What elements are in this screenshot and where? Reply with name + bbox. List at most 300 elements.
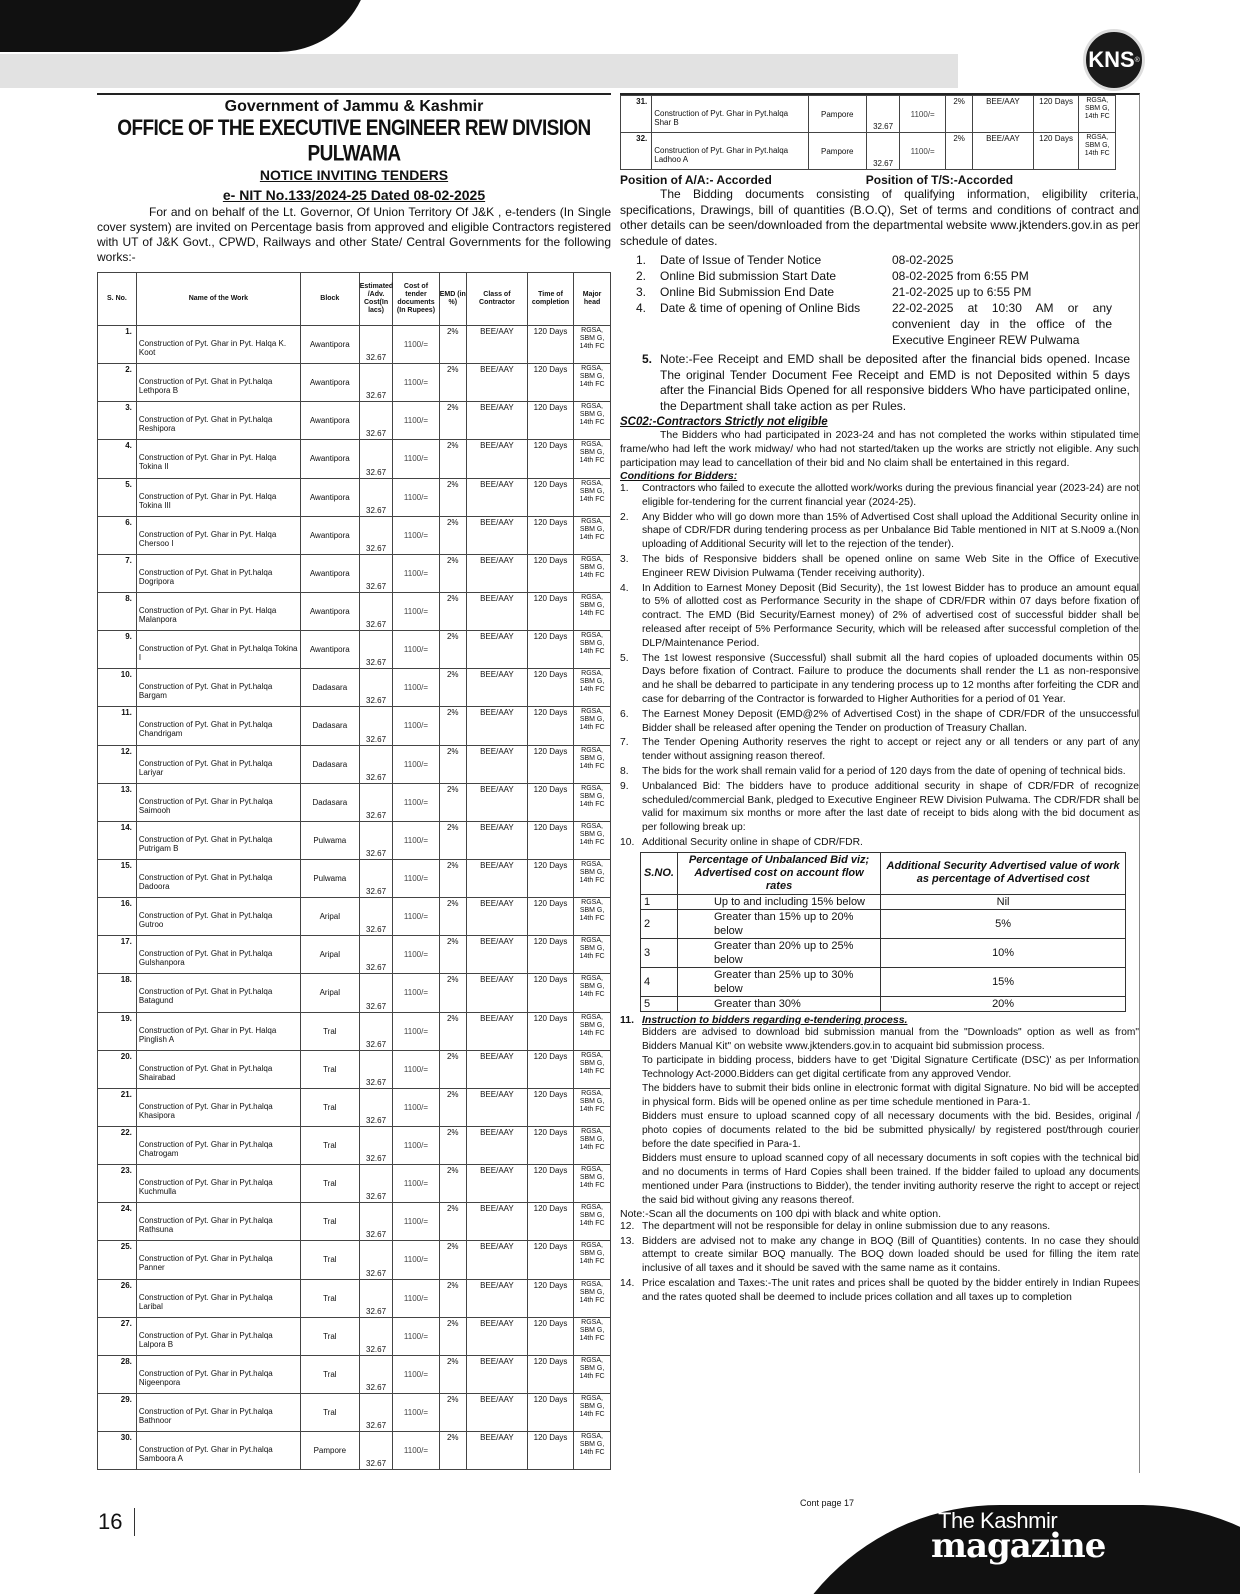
major-head-cell: RGSA, SBM G, 14th FC [1079,96,1116,133]
serial-cell: 14. [98,821,137,859]
final-list [620,1220,1139,1305]
work-name-cell: Construction of Pyt. Ghar in Pyt.halqa Ladhoo A [652,133,808,170]
condition-item [620,652,1139,707]
major-head-cell: RGSA, SBM G, 14th FC [574,1203,611,1241]
table-row [98,1012,611,1050]
table-row [98,1432,611,1470]
serial-cell: 5. [98,478,137,516]
serial-cell: 29. [98,1393,137,1431]
work-name-cell: Construction of Pyt. Ghat in Pyt.halqa Lethpora B [136,364,300,402]
work-name-cell: Construction of Pyt. Ghat in Pyt.halqa Chandrigam [136,707,300,745]
emd-cell: 2% [439,669,466,707]
block-cell: Pampore [808,96,866,133]
estimate-cell: 32.67 [359,1432,393,1470]
time-cell: 120 Days [527,936,573,974]
table-row [98,554,611,592]
doc-cost-cell: 1100/= [393,745,439,783]
security-cell: Greater than 20% up to 25% below [677,938,880,967]
security-cell: Greater than 30% [677,996,880,1011]
final-item-number: 14. [620,1277,635,1289]
estimate-cell: 32.67 [359,592,393,630]
block-cell: Pulwama [300,859,359,897]
class-cell: BEE/AAY [466,326,527,364]
time-cell: 120 Days [527,1126,573,1164]
serial-cell: 28. [98,1355,137,1393]
security-row [641,938,1126,967]
table-row [98,1203,611,1241]
office-title: OFFICE OF THE EXECUTIVE ENGINEER REW DIVISION PULWAMA [117,116,591,167]
table-row [98,516,611,554]
date-item [620,252,1139,268]
estimate-cell: 32.67 [359,936,393,974]
condition-item-number: 5. [620,652,629,664]
class-cell: BEE/AAY [466,402,527,440]
estimate-cell: 32.67 [359,859,393,897]
work-name-cell: Construction of Pyt. Ghar in Pyt.halqa Nigeenpora [136,1355,300,1393]
work-name-cell: Construction of Pyt. Ghar in Pyt.halqa Chatrogam [136,1126,300,1164]
doc-cost-cell: 1100/= [393,364,439,402]
major-head-cell: RGSA, SBM G, 14th FC [574,783,611,821]
class-cell: BEE/AAY [466,478,527,516]
emd-cell: 2% [439,631,466,669]
class-cell: BEE/AAY [466,1088,527,1126]
condition-item [620,836,1139,850]
table-row [98,707,611,745]
serial-cell: 21. [98,1088,137,1126]
emd-cell: 2% [439,1432,466,1470]
condition-item-text: Any Bidder who will go down more than 15% of Advertised Cost shall upload the Additional Security online in shape of CDR/FDR during tendering process as per Unbalance Bid Table mentioned in NIT at S.No09 a.(Non uploading of Additional Security will let to the rejection of the tender). [642,511,1140,551]
serial-cell: 1. [98,326,137,364]
security-cell: 5% [881,909,1126,938]
doc-cost-cell: 1100/= [393,821,439,859]
estimate-cell: 32.67 [359,1393,393,1431]
table-row [98,631,611,669]
condition-item-number: 9. [620,780,629,792]
time-cell: 120 Days [527,1317,573,1355]
class-cell: BEE/AAY [466,1432,527,1470]
doc-cost-cell: 1100/= [393,440,439,478]
emd-cell: 2% [439,592,466,630]
doc-cost-cell: 1100/= [393,402,439,440]
work-name-cell: Construction of Pyt. Ghar in Pyt.halqa Rathsuna [136,1203,300,1241]
block-cell: Aripal [300,936,359,974]
condition-item-text: Unbalanced Bid: The bidders have to produce additional security in shape of CDR/FDR of recognize scheduled/commercial Bank, pledged to Executive Engineer REW Division Pulwama. The CDR/FDR shall be valid for maximum six months or more after the last date of receipt to bids along with the bid document as per following break up: [642,780,1139,834]
time-cell: 120 Days [527,1203,573,1241]
emd-cell: 2% [439,1317,466,1355]
final-item [620,1220,1139,1234]
emd-cell: 2% [439,1241,466,1279]
estimate-cell: 32.67 [359,1012,393,1050]
class-cell: BEE/AAY [466,1165,527,1203]
condition-item-text: In Addition to Earnest Money Deposit (Bid Security), the 1st lowest Bidder has to produce an amount equal to 5% of allotted cost as Performance Security in the shape of CDR/FDR within 07 days before fixation of contract. The EMD (Bid Security/Earnest money) of 2% of advertised cost of successful bidder shall be released after receipt of 5% Performance Security, which will be released after successful completion of the DLP/Maintenance Period. [642,582,1139,649]
work-name-cell: Construction of Pyt. Ghat in Pyt.halqa Batagund [136,974,300,1012]
serial-cell: 2. [98,364,137,402]
block-cell: Awantipora [300,592,359,630]
emd-cell: 2% [439,1050,466,1088]
date-schedule [620,252,1139,348]
block-cell: Tral [300,1088,359,1126]
table-row [98,783,611,821]
emd-cell: 2% [439,859,466,897]
security-header: S.NO. [641,852,678,894]
final-item-text: The department will not be responsible for delay in online submission due to any reasons. [642,1220,1051,1232]
time-cell: 120 Days [527,783,573,821]
work-name-cell: Construction of Pyt. Ghar in Pyt.halqa Panner [136,1241,300,1279]
table-row [98,821,611,859]
class-cell: BEE/AAY [466,1393,527,1431]
serial-cell: 3. [98,402,137,440]
date-number: 4. [635,301,646,315]
major-head-cell: RGSA, SBM G, 14th FC [574,1279,611,1317]
emd-cell: 2% [439,936,466,974]
condition-item-text: The 1st lowest responsive (Successful) shall submit all the hard copies of uploaded documents within 05 Days before fixation of Contract. Failure to produce the documents shall render the L1 as non-responsive and he shall be debarred to participate in any tendering process up to 12 months after forfeiting the CDR and case for debarring of the Contractor is forwarded to Higher Authorities for a period of 01 Year. [642,652,1139,705]
instruction-paragraphs [620,1026,1139,1208]
doc-cost-cell: 1100/= [393,859,439,897]
table-row [621,133,1116,170]
major-head-cell: RGSA, SBM G, 14th FC [574,554,611,592]
block-cell: Aripal [300,898,359,936]
block-cell: Awantipora [300,516,359,554]
estimate-cell: 32.67 [359,1241,393,1279]
instruction-paragraph: The bidders have to submit their bids online in electronic format with digital Signature. No bid will be accepted in physical form. Bids will be opened online as per time schedule mentioned in Para-1. [642,1082,1139,1108]
table-row [98,936,611,974]
work-name-cell: Construction of Pyt. Ghat in Pyt.halqa Dadoora [136,859,300,897]
block-cell: Pampore [808,133,866,170]
emd-cell: 2% [439,707,466,745]
time-cell: 120 Days [527,1241,573,1279]
scan-note: Note:-Scan all the documents on 100 dpi with black and white option. [620,1207,942,1220]
emd-cell: 2% [439,974,466,1012]
emd-cell: 2% [439,516,466,554]
column-header: Major head [574,273,611,326]
emd-cell: 2% [439,1126,466,1164]
table-row [98,669,611,707]
emd-cell: 2% [439,326,466,364]
table-row [98,1241,611,1279]
major-head-cell: RGSA, SBM G, 14th FC [574,1165,611,1203]
major-head-cell: RGSA, SBM G, 14th FC [574,1050,611,1088]
class-cell: BEE/AAY [466,707,527,745]
work-name-cell: Construction of Pyt. Ghar in Pyt.halqa Lalpora B [136,1317,300,1355]
doc-cost-cell: 1100/= [393,1165,439,1203]
continued-note: Cont page 17 [800,1498,855,1508]
nit-number: e- NIT No.133/2024-25 Dated 08-02-2025 [222,187,486,203]
major-head-cell: RGSA, SBM G, 14th FC [574,859,611,897]
emd-cell: 2% [439,364,466,402]
condition-item [620,482,1139,510]
work-name-cell: Construction of Pyt. Ghar in Pyt.halqa Laribal [136,1279,300,1317]
class-cell: BEE/AAY [466,1126,527,1164]
position-aa: Position of A/A:- Accorded [620,173,772,187]
table-row [98,592,611,630]
block-cell: Awantipora [300,478,359,516]
serial-cell: 16. [98,898,137,936]
time-cell: 120 Days [1033,133,1079,170]
emd-cell: 2% [946,96,973,133]
table-row [98,402,611,440]
class-cell: BEE/AAY [466,1050,527,1088]
time-cell: 120 Days [527,1393,573,1431]
emd-cell: 2% [439,440,466,478]
emd-cell: 2% [439,554,466,592]
major-head-cell: RGSA, SBM G, 14th FC [574,1432,611,1470]
time-cell: 120 Days [527,707,573,745]
column-header: Estimated /Adv. Cost(In lacs) [359,273,393,326]
date-item [620,284,1139,300]
date-label: Online Bid submission Start Date [660,269,837,283]
security-cell: 2 [641,909,678,938]
time-cell: 120 Days [527,1279,573,1317]
date-value: 08-02-2025 [892,253,954,267]
estimate-cell: 32.67 [359,516,393,554]
work-name-cell: Construction of Pyt. Ghar in Pyt. Halqa Malanpora [136,592,300,630]
time-cell: 120 Days [527,1088,573,1126]
works-table-continued [620,95,1116,170]
estimate-cell: 32.67 [359,326,393,364]
condition-item-text: The Tender Opening Authority reserves the right to accept or reject any or all tenders or any part of any tender without assigning reason thereof. [642,737,1139,763]
work-name-cell: Construction of Pyt. Ghar in Pyt. Halqa K. Koot [136,326,300,364]
condition-item-text: Contractors who failed to execute the allotted work/works during the previous financial year (2023-24) are not eligible for-tendering for the current financial year (2024-25). [642,483,1139,508]
class-cell: BEE/AAY [466,974,527,1012]
class-cell: BEE/AAY [466,783,527,821]
class-cell: BEE/AAY [466,936,527,974]
instruction-number: 11. [620,1013,635,1026]
time-cell: 120 Days [527,402,573,440]
sc02-heading: SC02:-Contractors Strictly not eligible [620,416,828,428]
estimate-cell: 32.67 [359,1165,393,1203]
serial-cell: 10. [98,669,137,707]
class-cell: BEE/AAY [466,1317,527,1355]
table-row [98,440,611,478]
work-name-cell: Construction of Pyt. Ghar in Pyt.halqa Khasipora [136,1088,300,1126]
doc-cost-cell: 1100/= [393,669,439,707]
instruction-title: Instruction to bidders regarding e-tendering process. [642,1013,908,1026]
page-number: 16 [98,1509,123,1534]
table-row [98,1317,611,1355]
table-row [621,96,1116,133]
doc-cost-cell: 1100/= [393,974,439,1012]
class-cell: BEE/AAY [466,440,527,478]
class-cell: BEE/AAY [466,669,527,707]
emd-cell: 2% [946,133,973,170]
time-cell: 120 Days [527,821,573,859]
date-label: Online Bid Submission End Date [660,285,835,299]
block-cell: Dadasara [300,745,359,783]
estimate-cell: 32.67 [359,1203,393,1241]
condition-item [620,736,1139,764]
security-row [641,894,1126,909]
position-ts: Position of T/S:-Accorded [865,173,1014,187]
date-label: Date & time of opening of Online Bids [660,301,861,315]
instruction-paragraph: To participate in bidding process, bidders have to get 'Digital Signature Certificate (DSC)' as per Information Technology Act-2000.Bidders can get digital certificate from any approved Vendor. [642,1054,1139,1080]
serial-cell: 27. [98,1317,137,1355]
work-name-cell: Construction of Pyt. Ghat in Pyt.halqa Putrigam B [136,821,300,859]
column-header: Cost of tender documents (In Rupees) [393,273,439,326]
work-name-cell: Construction of Pyt. Ghat in Pyt.halqa Dogripora [136,554,300,592]
work-name-cell: Construction of Pyt. Ghar in Pyt.halqa Shar B [652,96,808,133]
serial-cell: 18. [98,974,137,1012]
condition-item-number: 4. [620,582,629,594]
estimate-cell: 32.67 [359,402,393,440]
block-cell: Tral [300,1317,359,1355]
condition-item-number: 7. [620,737,629,749]
major-head-cell: RGSA, SBM G, 14th FC [574,440,611,478]
note-5 [620,352,1139,414]
condition-item-number: 2. [620,511,629,523]
block-cell: Tral [300,1012,359,1050]
block-cell: Awantipora [300,440,359,478]
security-cell: 3 [641,938,678,967]
serial-cell: 13. [98,783,137,821]
block-cell: Dadasara [300,669,359,707]
class-cell: BEE/AAY [466,516,527,554]
works-table [97,272,611,1470]
serial-cell: 11. [98,707,137,745]
doc-cost-cell: 1100/= [393,516,439,554]
emd-cell: 2% [439,478,466,516]
estimate-cell: 32.67 [359,783,393,821]
major-head-cell: RGSA, SBM G, 14th FC [574,1355,611,1393]
major-head-cell: RGSA, SBM G, 14th FC [574,936,611,974]
time-cell: 120 Days [527,898,573,936]
doc-cost-cell: 1100/= [900,96,946,133]
doc-cost-cell: 1100/= [393,1317,439,1355]
work-name-cell: Construction of Pyt. Ghat in Pyt.halqa Gutroo [136,898,300,936]
emd-cell: 2% [439,1012,466,1050]
estimate-cell: 32.67 [866,133,899,170]
estimate-cell: 32.67 [866,96,899,133]
left-column [97,93,611,1473]
instruction-paragraph: Bidders are advised to download bid submission manual from the "Downloads" option as well as from" Bidders Manual Kit" on website www.jktenders.gov.in to acquaint bid submission process. [642,1026,1139,1052]
serial-cell: 32. [621,133,652,170]
condition-item-text: Additional Security online in shape of CDR/FDR. [642,836,863,848]
block-cell: Pulwama [300,821,359,859]
security-table [640,852,1126,1012]
estimate-cell: 32.67 [359,821,393,859]
class-cell: BEE/AAY [973,133,1033,170]
sc02-text: The Bidders who had participated in 2023-24 and has not completed the works within stipulated time frame/who had left the work midway/ who had not started/taken up the works are strictly not eligible. Any such participation may lead to cancellation of their bid and No claim shall be entertained in this regard. [620,429,1139,469]
doc-cost-cell: 1100/= [393,898,439,936]
time-cell: 120 Days [527,859,573,897]
column-header: EMD (in %) [439,273,466,326]
emd-cell: 2% [439,402,466,440]
work-name-cell: Construction of Pyt. Ghat in Pyt.halqa Gulshanpora [136,936,300,974]
security-cell: 10% [881,938,1126,967]
doc-cost-cell: 1100/= [393,592,439,630]
date-number: 2. [635,269,646,283]
condition-item-text: The bids of Responsive bidders shall be opened online on same Web Site in the Office of Executive Engineer REW Division Pulwama (Tender receiving authority). [642,553,1139,579]
condition-item [620,780,1139,835]
security-cell: 4 [641,967,678,996]
emd-cell: 2% [439,821,466,859]
final-item-number: 12. [620,1220,635,1232]
note-5-text: Note:-Fee Receipt and EMD shall be deposited after the financial bids opened. Incase The original Tender Document Fee Receipt and EMD is not Deposited within 5 days after the Financial Bids Opened for all responsive bidders Who have participated online, the Department shall take action as per Rules. [660,352,1130,413]
time-cell: 120 Days [527,745,573,783]
major-head-cell: RGSA, SBM G, 14th FC [574,631,611,669]
class-cell: BEE/AAY [466,821,527,859]
major-head-cell: RGSA, SBM G, 14th FC [574,1241,611,1279]
right-column [620,93,1140,1473]
block-cell: Awantipora [300,554,359,592]
major-head-cell: RGSA, SBM G, 14th FC [574,745,611,783]
serial-cell: 6. [98,516,137,554]
major-head-cell: RGSA, SBM G, 14th FC [574,707,611,745]
work-name-cell: Construction of Pyt. Ghar in Pyt. Halqa Pinglish A [136,1012,300,1050]
bidding-text: The Bidding documents consisting of qualifying information, eligibility criteria, specifications, Drawings, bill of quantities (B.O.Q), Set of terms and conditions of contract and other details can be seen/downloaded from the departmental website www.jktenders.gov.in as per schedule of dates. [620,187,1139,248]
work-name-cell: Construction of Pyt. Ghar in Pyt.halqa Saimooh [136,783,300,821]
emd-cell: 2% [439,1203,466,1241]
condition-item-text: The bids for the work shall remain valid for a period of 120 days from the date of opening of technical bids. [642,765,1126,777]
estimate-cell: 32.67 [359,631,393,669]
work-name-cell: Construction of Pyt. Ghat in Pyt.halqa Tokina I [136,631,300,669]
doc-cost-cell: 1100/= [393,1241,439,1279]
major-head-cell: RGSA, SBM G, 14th FC [1079,133,1116,170]
column-header: Name of the Work [136,273,300,326]
work-name-cell: Construction of Pyt. Ghar in Pyt.halqa Kuchmulla [136,1165,300,1203]
work-name-cell: Construction of Pyt. Ghar in Pyt. Halqa Chersoo I [136,516,300,554]
final-item-text: Bidders are advised not to make any change in BOQ (Bill of Quantities) contents. In no case they should attempt to create similar BOQ manually. The BOQ down loaded should be used for filling the item rate inclusive of all taxes and it should be saved with the same name as it contains. [642,1235,1139,1275]
block-cell: Awantipora [300,364,359,402]
table-row [98,745,611,783]
estimate-cell: 32.67 [359,898,393,936]
serial-cell: 15. [98,859,137,897]
block-cell: Awantipora [300,326,359,364]
time-cell: 120 Days [527,364,573,402]
kns-logo: KNS ® [1083,29,1145,91]
date-number: 3. [635,285,646,299]
condition-item [620,708,1139,736]
serial-cell: 19. [98,1012,137,1050]
security-cell: Up to and including 15% below [677,894,880,909]
work-name-cell: Construction of Pyt. Ghar in Pyt. Halqa Tokina II [136,440,300,478]
time-cell: 120 Days [1033,96,1079,133]
class-cell: BEE/AAY [466,364,527,402]
security-cell: 15% [881,967,1126,996]
estimate-cell: 32.67 [359,1088,393,1126]
class-cell: BEE/AAY [466,1012,527,1050]
table-row [98,1355,611,1393]
time-cell: 120 Days [527,478,573,516]
doc-cost-cell: 1100/= [393,554,439,592]
major-head-cell: RGSA, SBM G, 14th FC [574,821,611,859]
footer-divider [134,1508,135,1536]
time-cell: 120 Days [527,1165,573,1203]
major-head-cell: RGSA, SBM G, 14th FC [574,1393,611,1431]
estimate-cell: 32.67 [359,669,393,707]
date-value: 08-02-2025 from 6:55 PM [892,269,1029,283]
date-number: 1. [635,253,646,267]
magazine-logo-line1: The Kashmir [938,1508,1058,1533]
kns-logo-text: KNS [1088,47,1135,72]
class-cell: BEE/AAY [466,745,527,783]
conditions-heading: Conditions for Bidders: [620,470,738,482]
serial-cell: 24. [98,1203,137,1241]
serial-cell: 23. [98,1165,137,1203]
table-row [98,364,611,402]
estimate-cell: 32.67 [359,974,393,1012]
serial-cell: 31. [621,96,652,133]
condition-item [620,553,1139,581]
instruction-paragraph: Bidders must ensure to upload scanned copy of all necessary documents in soft copies with the technical bid and no documents in terms of Hard Copies shall been trained. If the bidder failed to upload any documents mentioned under Para (instructions to Bidder), the tender inviting authority reserve the right to accept or reject the said bid without giving any reasons thereof. [642,1152,1139,1206]
major-head-cell: RGSA, SBM G, 14th FC [574,364,611,402]
estimate-cell: 32.67 [359,1279,393,1317]
magazine-logo-line2: magazine [931,1526,1106,1566]
block-cell: Tral [300,1355,359,1393]
serial-cell: 26. [98,1279,137,1317]
serial-cell: 8. [98,592,137,630]
security-cell: 20% [881,996,1126,1011]
security-header: Percentage of Unbalanced Bid viz; Advertised cost on account flow rates [677,852,880,894]
